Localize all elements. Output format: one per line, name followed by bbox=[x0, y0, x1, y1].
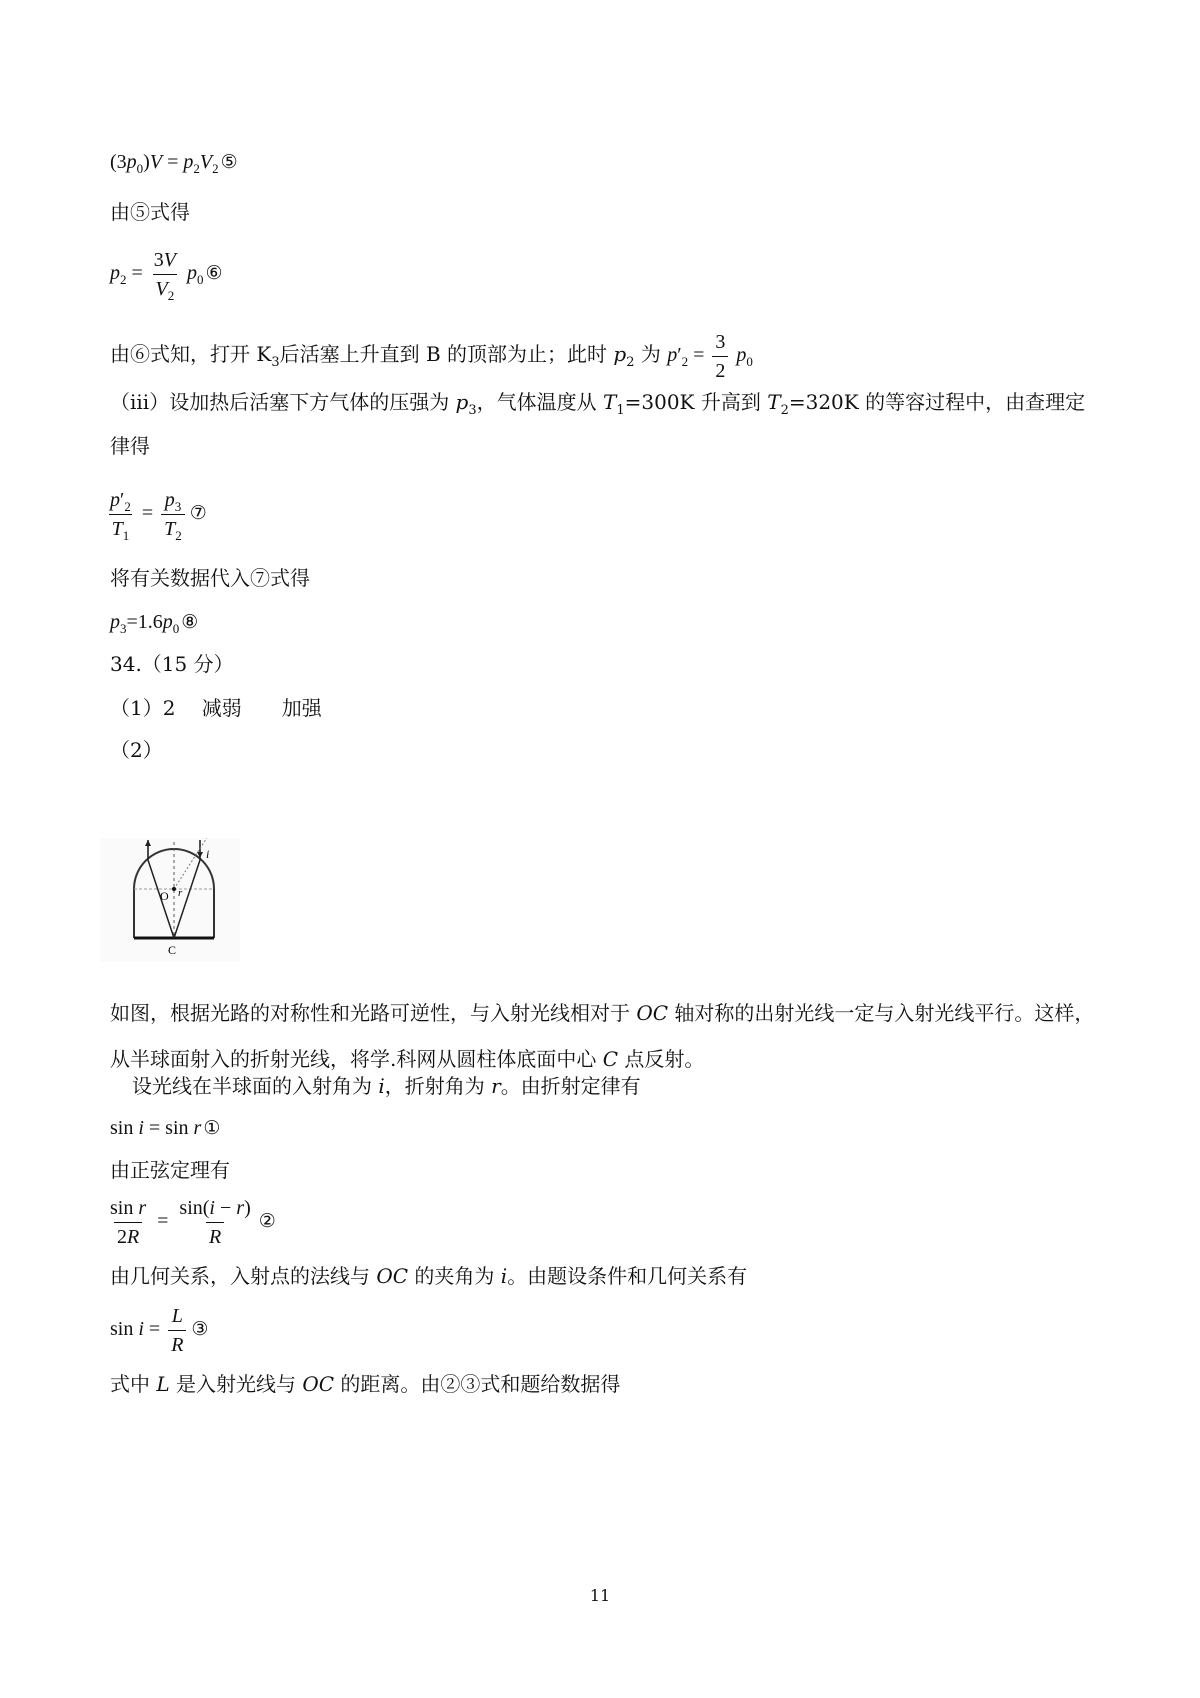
text-span: =320K 的等容过程中，由查理定 bbox=[788, 390, 1086, 414]
text-span: 轴对称的出射光线一定与入射光线平行。这样，从半球面射入的折射光线，将学.科网从圆柱体底面中心 bbox=[110, 1001, 1095, 1071]
optics-figure bbox=[100, 838, 240, 967]
eq-marker: ⑦ bbox=[189, 502, 207, 525]
text-line: （iii）设加热后活塞下方气体的压强为 $p_3$，气体温度从 $T_1=300K$ 升高到 $T_2=320K$ 的等容过程中，由查理定 bbox=[110, 390, 1086, 418]
text-span: 如图，根据光路的对称性和光路可逆性，与入射光线相对于 bbox=[110, 1001, 637, 1025]
figure-label-i: i bbox=[206, 847, 210, 861]
equation-3: sin i = $\frac{L}{R}$ ③ bbox=[110, 1305, 209, 1356]
text-span: =1.6 bbox=[126, 611, 163, 633]
text-line: 律得 bbox=[110, 434, 150, 458]
text-span: ，气体温度从 bbox=[476, 390, 603, 414]
text-span: 。由折射定律有 bbox=[500, 1074, 641, 1098]
text-span: 是入射光线与 bbox=[169, 1372, 303, 1396]
page-number: 11 bbox=[589, 1586, 611, 1605]
text-line: 设光线在半球面的入射角为 i，折射角为 r。由折射定律有 bbox=[132, 1074, 641, 1098]
equation-7: $\frac{p'_2}{T_1}$ = $\frac{p_3}{T_2}$ ⑦ bbox=[110, 489, 207, 543]
answer-part-1: （1）2 减弱 加强 bbox=[110, 696, 322, 720]
eq-marker: ① bbox=[203, 1117, 221, 1139]
text-span: 后活塞上升直到 B 的顶部为止；此时 bbox=[279, 342, 614, 367]
question-header: 34.（15 分） bbox=[110, 652, 234, 676]
text-span: 点反射。 bbox=[618, 1047, 705, 1071]
equation-6: $p_2$ = $\frac{3V}{V_2}$ $p_0$ ⑥ bbox=[110, 249, 223, 303]
figure-label-r: r bbox=[178, 887, 183, 899]
text-span: 由⑥式知，打开 K bbox=[110, 342, 272, 367]
eq-marker: ⑥ bbox=[205, 262, 223, 285]
equation-2: $\frac{\text{sin r}}{2R}$ = $\frac{\sin(i - r)}{R}$ ② bbox=[110, 1197, 276, 1248]
eq-marker: ⑤ bbox=[220, 151, 238, 173]
text-line: 由几何关系，入射点的法线与 OC 的夹角为 i。由题设条件和几何关系有 bbox=[110, 1264, 748, 1288]
eq-marker: ③ bbox=[191, 1318, 209, 1341]
text-line: 由⑥式知，打开 $K_3$后活塞上升直到 B 的顶部为止；此时 $p_2$ 为 $p'_2$ = $\frac{3}{2}$ $p_0$ bbox=[110, 331, 753, 382]
eq-marker: ② bbox=[258, 1210, 276, 1233]
paragraph-explanation: 如图，根据光路的对称性和光路可逆性，与入射光线相对于 OC 轴对称的出射光线一定与入射光线平行。这样，从半球面射入的折射光线，将学.科网从圆柱体底面中心 C 点反射。 bbox=[110, 1001, 1095, 1071]
text-span: 为 bbox=[634, 342, 668, 367]
text-line: 由⑤式得 bbox=[110, 200, 190, 224]
eq-marker: ⑧ bbox=[181, 611, 199, 633]
text-span: 式中 bbox=[110, 1372, 157, 1396]
figure-label-o: O bbox=[160, 889, 169, 903]
equation-8: $p_3=1.6p_0$ ⑧ bbox=[110, 611, 199, 636]
answer-part-2: （2） bbox=[110, 738, 163, 762]
text-line: 将有关数据代入⑦式得 bbox=[110, 566, 310, 590]
text-span: 。由题设条件和几何关系有 bbox=[507, 1264, 748, 1288]
equation-1: sin i = sin r ① bbox=[110, 1117, 221, 1139]
text-span: 的夹角为 bbox=[408, 1264, 501, 1288]
text-span: （iii）设加热后活塞下方气体的压强为 bbox=[110, 390, 456, 414]
text-span: =300K 升高到 bbox=[624, 390, 768, 414]
text-line: 式中 L 是入射光线与 OC 的距离。由②③式和题给数据得 bbox=[110, 1372, 621, 1396]
text-span: 设光线在半球面的入射角为 bbox=[132, 1074, 379, 1098]
text-span: ，折射角为 bbox=[384, 1074, 492, 1098]
figure-label-c: C bbox=[168, 943, 177, 957]
text-span: 由几何关系，入射点的法线与 bbox=[110, 1264, 377, 1288]
equation-5: $(3p_0)V = p_2V_2$ ⑤ bbox=[110, 151, 238, 176]
text-span: 的距离。由②③式和题给数据得 bbox=[334, 1372, 621, 1396]
text-line: 由正弦定理有 bbox=[110, 1158, 230, 1182]
